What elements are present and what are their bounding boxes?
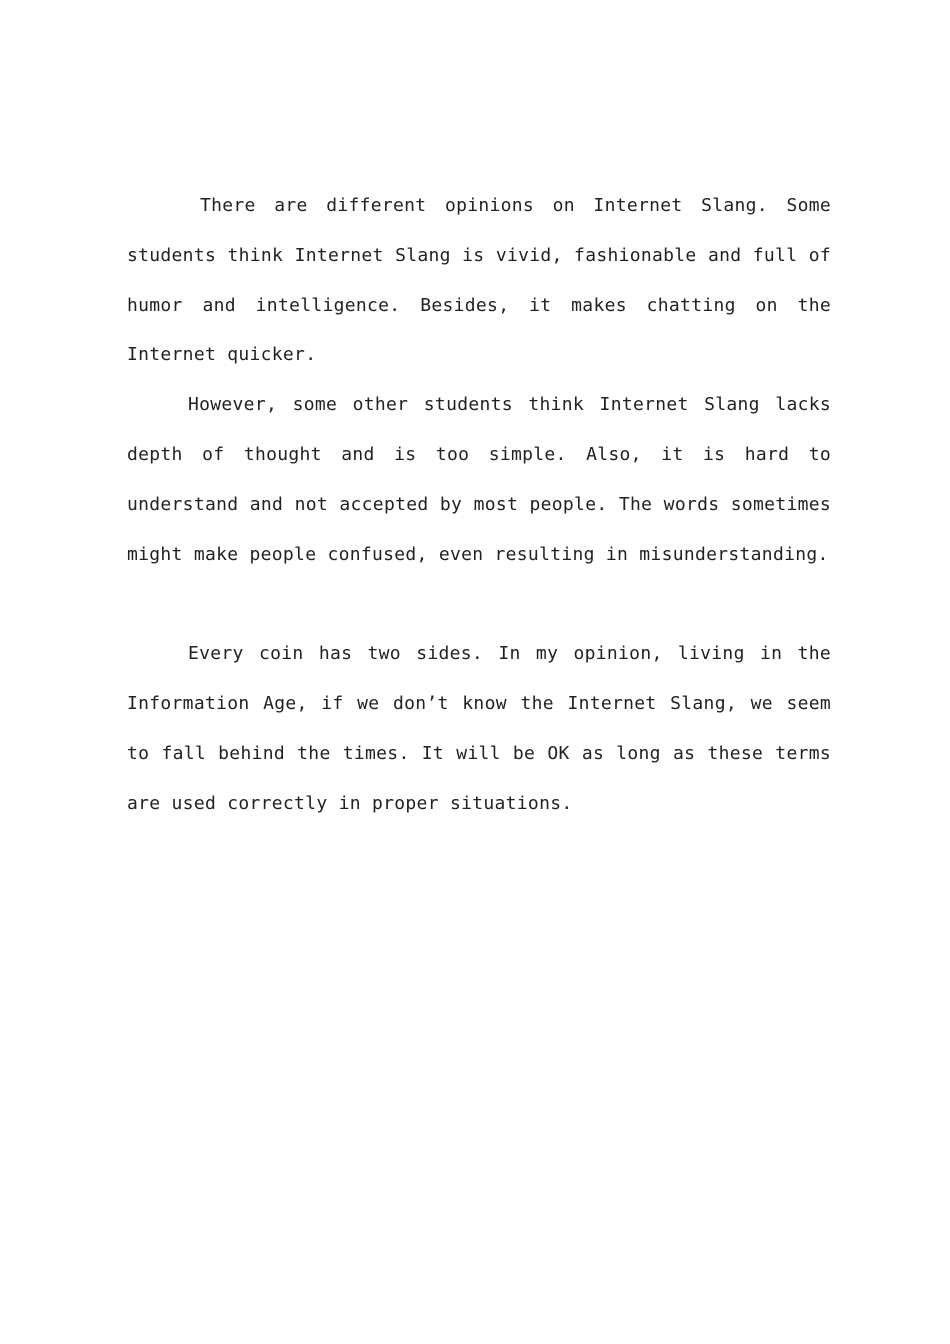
paragraph-opinions: There are different opinions on Internet Slang. Some students think Internet Slang is vivid, fashionable and full of humor and intelligence. Besides, it makes chatting on the Internet quicker.	[127, 195, 831, 366]
document-body	[127, 181, 831, 828]
paragraph-spacer	[127, 579, 831, 629]
paragraph-however: However, some other students think Internet Slang lacks depth of thought and is too simple. Also, it is hard to understand and not accepted by most people. The words sometimes might make people confused, even resulting in misunderstanding.	[127, 394, 831, 565]
paragraph-conclusion: Every coin has two sides. In my opinion, living in the Information Age, if we don’t know the Internet Slang, we seem to fall behind the times. It will be OK as long as these terms are used correctly in proper situations.	[127, 643, 831, 814]
